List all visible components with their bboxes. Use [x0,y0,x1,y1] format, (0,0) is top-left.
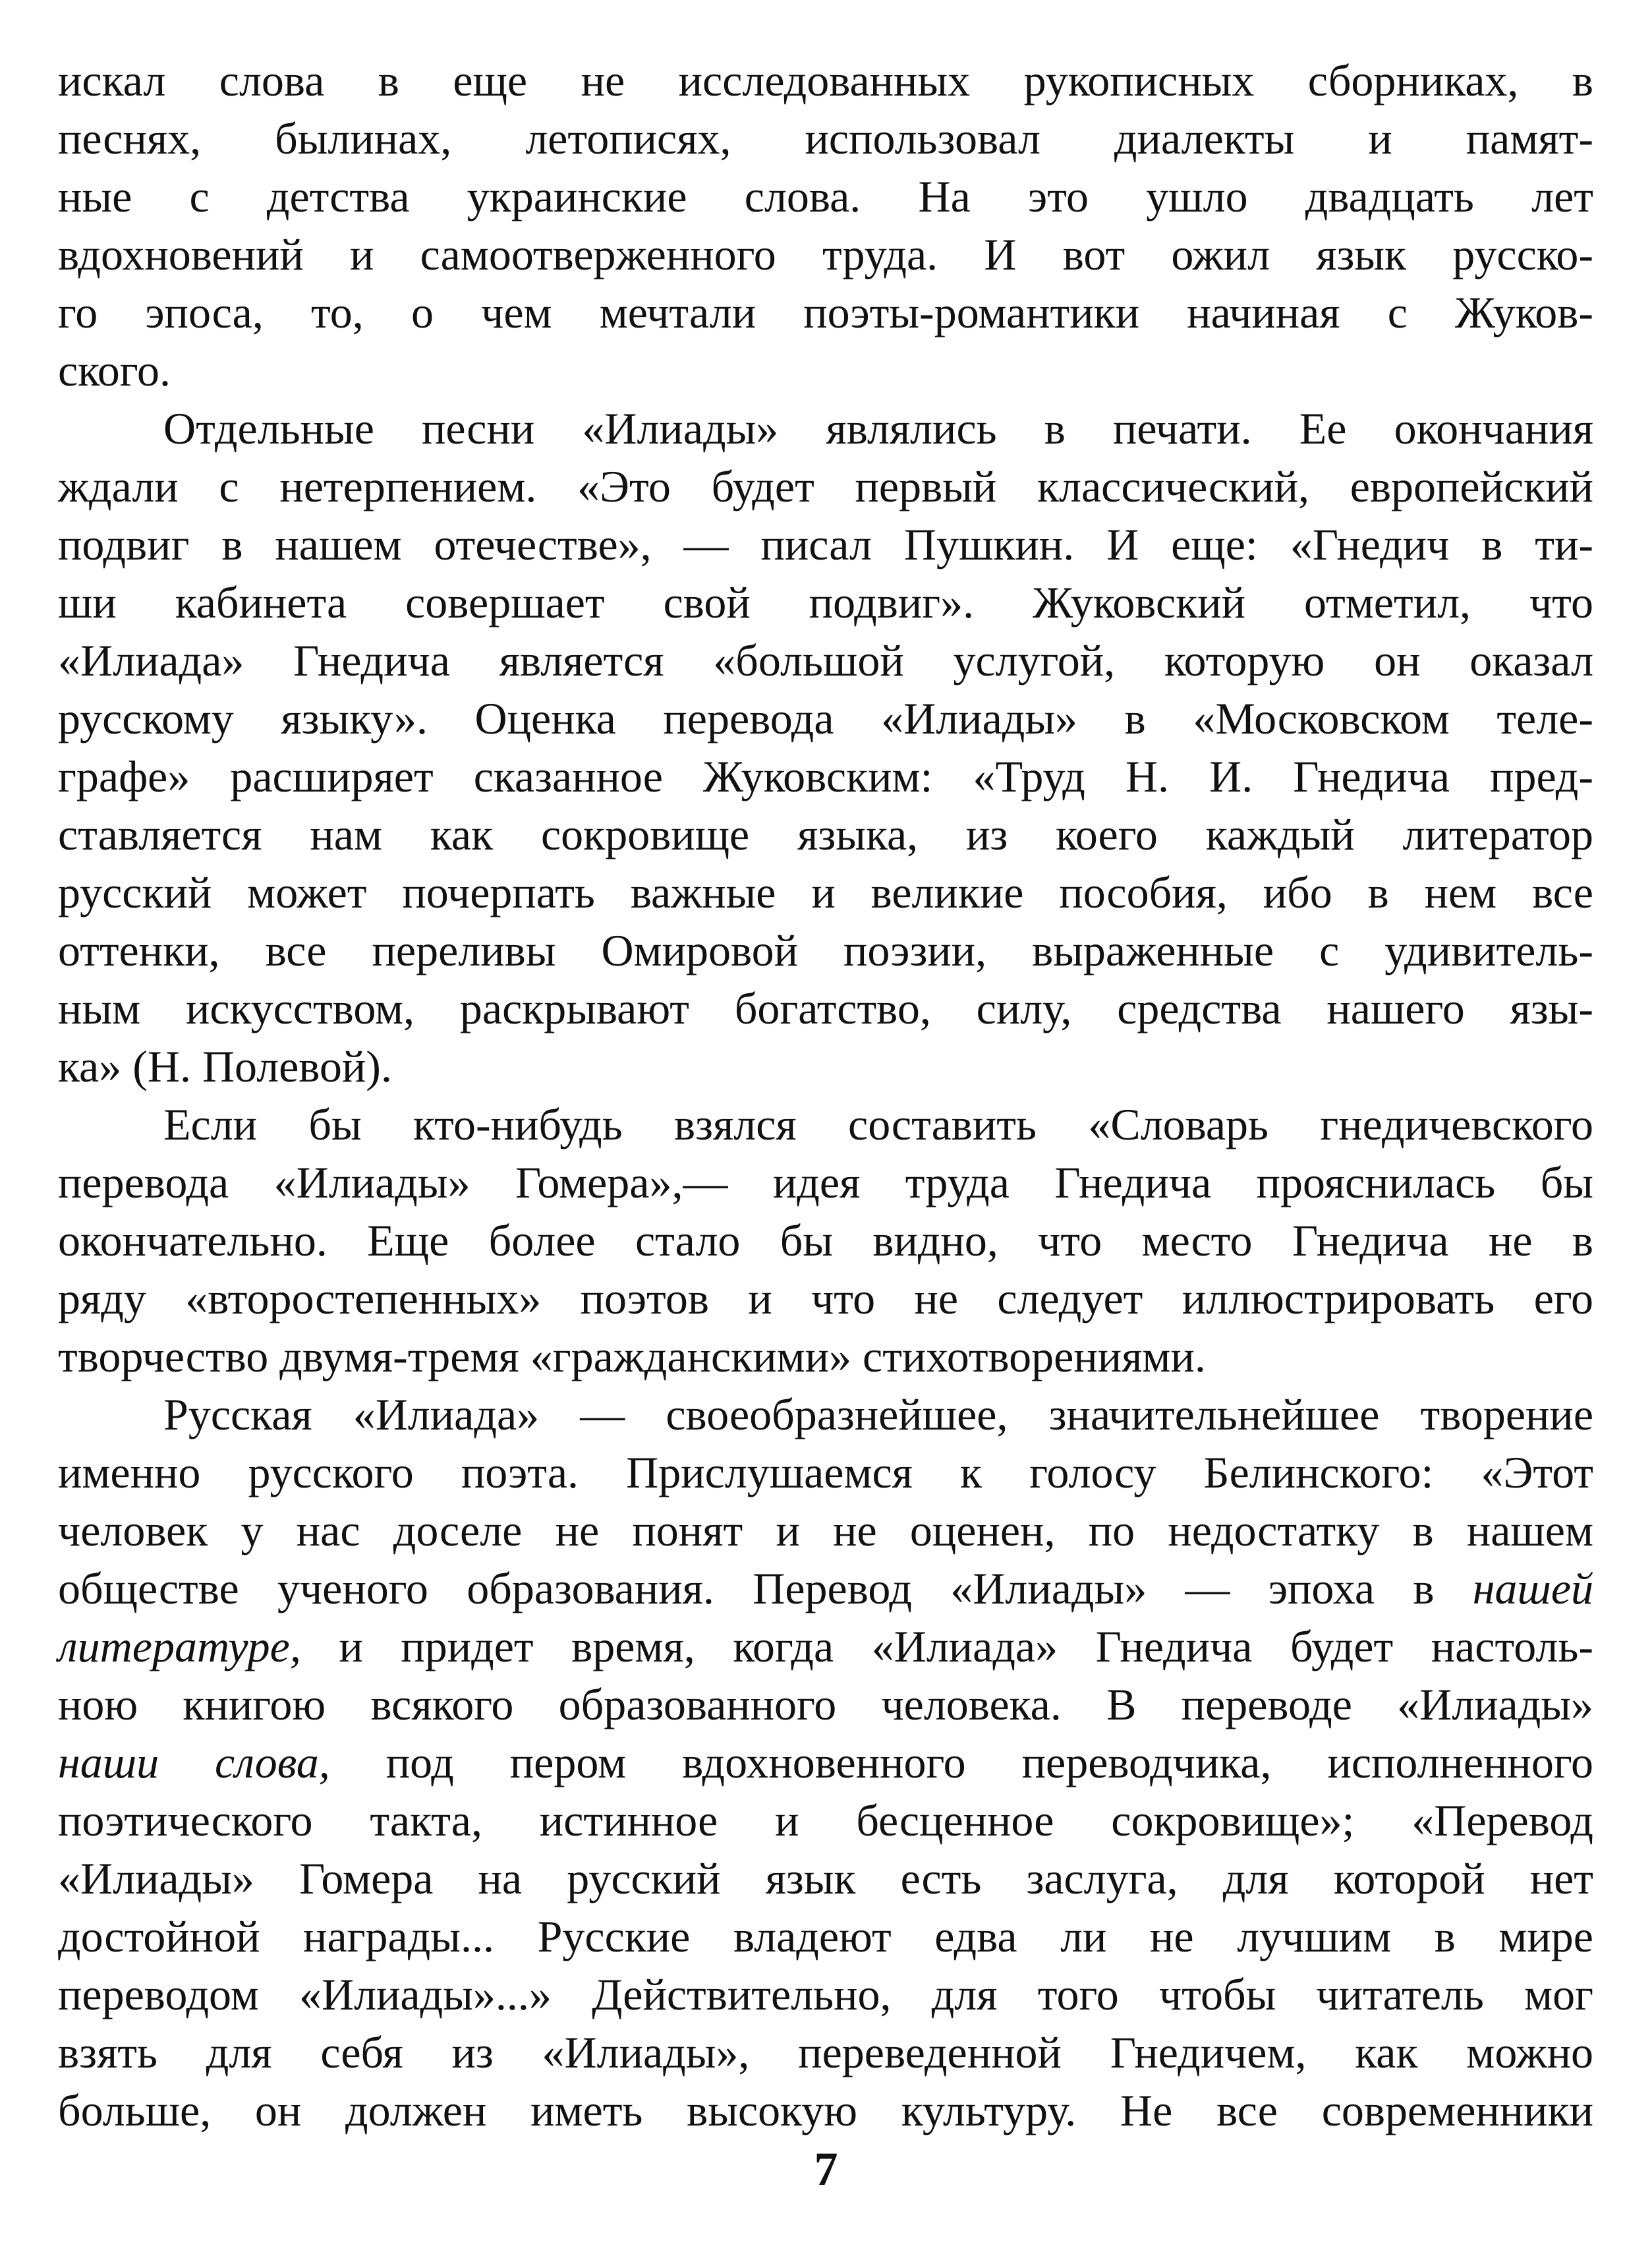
text-line: Русская «Илиада» — своеобразнейшее, значительнейшее творение [163,1389,1593,1439]
text-line: творчество двумя-тремя «гражданскими» стихотворениями. [58,1331,1206,1381]
text-line: ждали с нетерпением. «Это будет первый классический, европейский [58,461,1593,511]
text-line: наши слова, под пером вдохновенного переводчика, исполненного [58,1737,1594,1787]
text-line: ского. [58,345,171,395]
page-number: 7 [814,2143,838,2195]
text-line: человек у нас доселе не понят и не оценен, по недостатку в нашем [58,1505,1593,1555]
text-line: «Илиады» Гомера на русский язык есть заслуга, для которой нет [58,1853,1593,1903]
text-line: литературе, и придет время, когда «Илиада» Гнедича будет настоль- [58,1621,1593,1671]
paragraph-4 [58,1385,1593,2139]
document-page [58,51,1593,2139]
text-line: ши кабинета совершает свой подвиг». Жуковский отметил, что [58,577,1593,627]
text-line: русскому языку». Оценка перевода «Илиады» в «Московском теле- [58,693,1593,743]
text-line: больше, он должен иметь высокую культуру. Не все современники [58,2085,1593,2135]
text-line: взять для себя из «Илиады», переведенной Гнедичем, как можно [58,2027,1593,2077]
text-line: го эпоса, то, о чем мечтали поэты-романтики начиная с Жуков- [58,287,1593,337]
text-line: Если бы кто-нибудь взялся составить «Словарь гнедичевского [163,1099,1593,1149]
text-line: ставляется нам как сокровище языка, из коего каждый литератор [58,809,1593,859]
text-line: песнях, былинах, летописях, использовал диалекты и памят- [58,113,1593,163]
text-line: ным искусством, раскрывают богатство, силу, средства нашего язы- [58,983,1593,1033]
text-line: обществе ученого образования. Перевод «Илиады» — эпоха в нашей [58,1563,1593,1613]
text-line: достойной награды... Русские владеют едва ли не лучшим в мире [58,1911,1593,1961]
text-line: графе» расширяет сказанное Жуковским: «Труд Н. И. Гнедича пред- [58,751,1593,801]
text-line: ною книгою всякого образованного человека. В переводе «Илиады» [58,1679,1593,1729]
text-line: оттенки, все переливы Омировой поэзии, выраженные с удивитель- [58,925,1593,975]
text-line: ряду «второстепенных» поэтов и что не следует иллюстрировать его [58,1273,1593,1323]
text-line: Отдельные песни «Илиады» являлись в печати. Ее окончания [163,403,1593,453]
paragraph-3 [58,1095,1593,1385]
text-line: именно русского поэта. Прислушаемся к голосу Белинского: «Этот [58,1447,1593,1497]
text-line: переводом «Илиады»...» Действительно, для того чтобы читатель мог [58,1969,1593,2019]
text-line: поэтического такта, истинное и бесценное сокровище»; «Перевод [58,1795,1593,1845]
paragraph-1 [58,51,1593,399]
text-line: русский может почерпать важные и великие пособия, ибо в нем все [58,867,1593,917]
text-line: окончательно. Еще более стало бы видно, что место Гнедича не в [58,1215,1593,1265]
paragraph-2 [58,399,1593,1095]
text-line: «Илиада» Гнедича является «большой услугой, которую он оказал [58,635,1593,685]
text-line: перевода «Илиады» Гомера»,— идея труда Гнедича прояснилась бы [58,1157,1593,1207]
text-line: вдохновений и самоотверженного труда. И вот ожил язык русско- [58,229,1593,279]
text-line: подвиг в нашем отечестве», — писал Пушкин. И еще: «Гнедич в ти- [58,519,1593,569]
text-line: ка» (Н. Полевой). [58,1041,392,1091]
text-line: ные с детства украинские слова. На это ушло двадцать лет [58,171,1593,221]
text-line: искал слова в еще не исследованных рукописных сборниках, в [58,55,1593,105]
